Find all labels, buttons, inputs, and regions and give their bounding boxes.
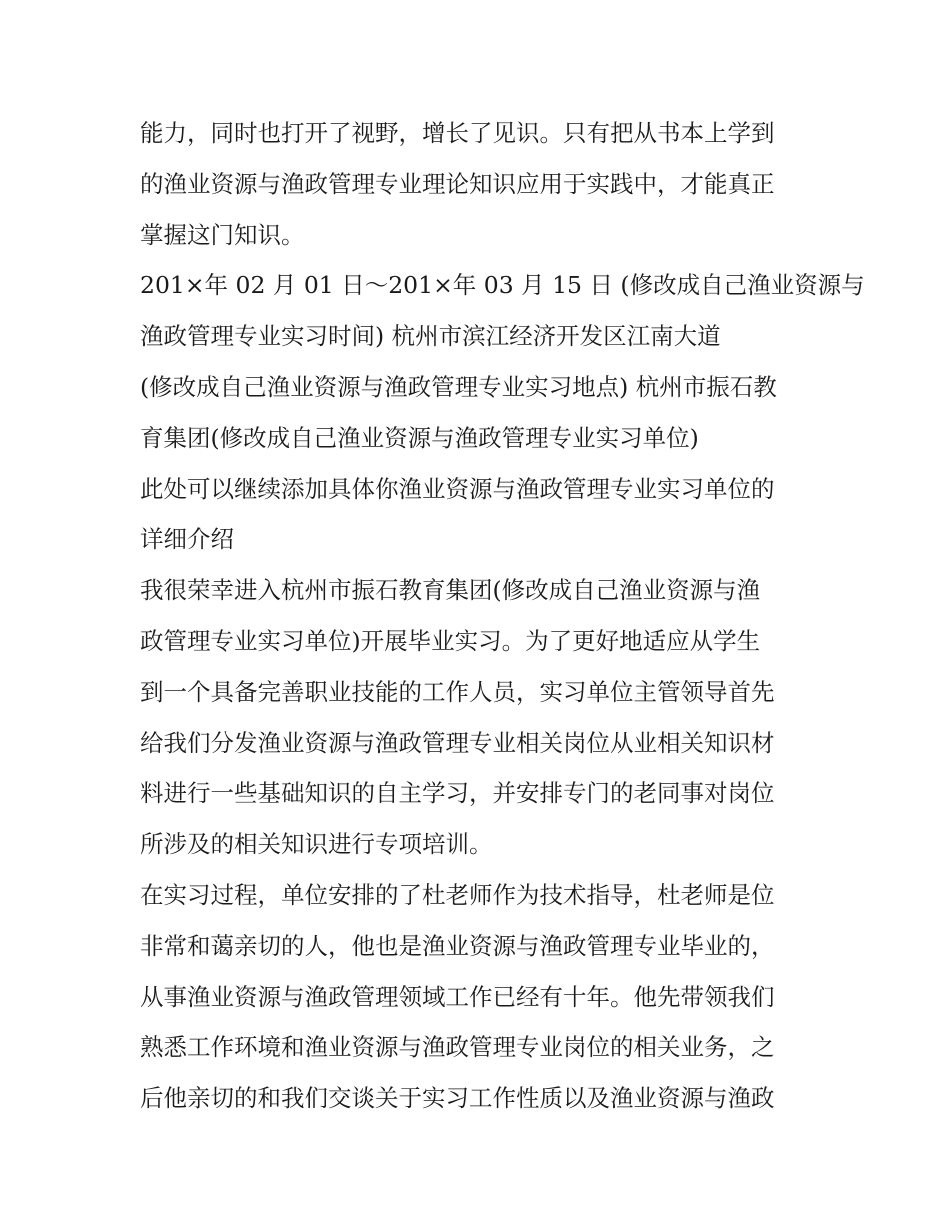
text-line: 掌握这门知识。 — [140, 220, 305, 249]
text-line: 的渔业资源与渔政管理专业理论知识应用于实践中，才能真正 — [140, 169, 775, 198]
text-line: 非常和蔼亲切的人，他也是渔业资源与渔政管理专业毕业的， — [140, 931, 775, 960]
text-line: 后他亲切的和我们交谈关于实习工作性质以及渔业资源与渔政 — [140, 1084, 775, 1113]
text-line: 育集团(修改成自己渔业资源与渔政管理专业实习单位) — [140, 423, 699, 452]
text-line: 在实习过程，单位安排的了杜老师作为技术指导，杜老师是位 — [140, 880, 775, 909]
text-line: 到一个具备完善职业技能的工作人员，实习单位主管领导首先 — [140, 677, 775, 706]
text-line: 我很荣幸进入杭州市振石教育集团(修改成自己渔业资源与渔 — [140, 576, 761, 605]
text-line: 熟悉工作环境和渔业资源与渔政管理专业岗位的相关业务，之 — [140, 1033, 775, 1062]
text-line: 所涉及的相关知识进行专项培训。 — [140, 830, 493, 859]
body-text — [140, 108, 865, 1124]
text-line: 从事渔业资源与渔政管理领域工作已经有十年。他先带领我们 — [140, 982, 775, 1011]
text-line: 给我们分发渔业资源与渔政管理专业相关岗位从业相关知识材 — [140, 728, 775, 757]
text-line: 能力，同时也打开了视野，增长了见识。只有把从书本上学到 — [140, 119, 775, 147]
text-line: 此处可以继续添加具体你渔业资源与渔政管理专业实习单位的 — [140, 474, 775, 503]
text-line: 详细介绍 — [140, 525, 234, 554]
text-line: 政管理专业实习单位)开展毕业实习。为了更好地适应从学生 — [140, 626, 761, 655]
text-line: 料进行一些基础知识的自主学习，并安排专门的老同事对岗位 — [140, 779, 775, 808]
text-line: 渔政管理专业实习时间) 杭州市滨江经济开发区江南大道 — [140, 322, 721, 351]
text-line: 201×年 02 月 01 日～201×年 03 月 15 日 (修改成自己渔业资源与 — [140, 271, 865, 300]
text-line: (修改成自己渔业资源与渔政管理专业实习地点) 杭州市振石教 — [140, 372, 777, 401]
